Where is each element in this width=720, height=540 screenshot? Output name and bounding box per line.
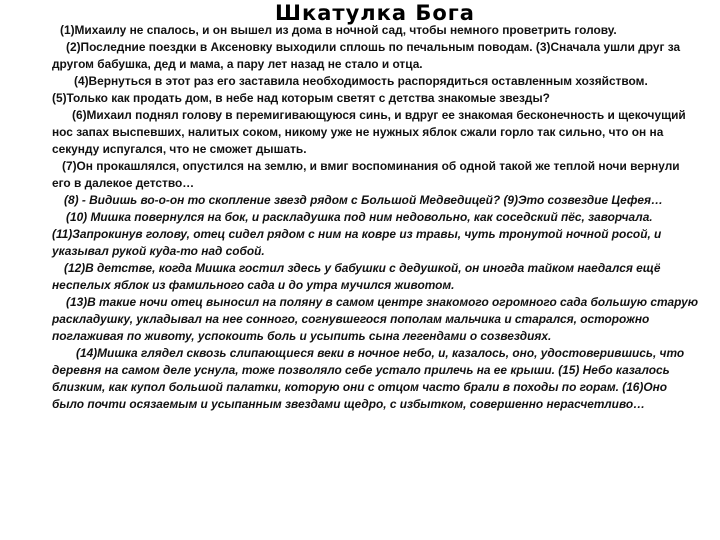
paragraph-9: (13)В такие ночи отец выносил на поляну в самом центре знакомого огромного сада большую старую раскладушку, укладывал на нее сонного, согнувшегося пополам мальчика и старался, осторожно поглаживая по животу, успокоить боль и усыпить сына легендами о созвездиях.: [52, 295, 699, 343]
paragraph-4: (6)Михаил поднял голову в перемигивающуюся синь, и вдруг ее знакомая бесконечность и щекочущий нос запах выспевших, налитых соком, никому уже не нужных яблок сжали горло так сильно, что он на секунду испугался, что не сможет дышать.: [52, 108, 686, 156]
paragraph-5: (7)Он прокашлялся, опустился на землю, и вмиг воспоминания об одной такой же теплой ночи вернули его в далекое детство…: [52, 159, 680, 190]
paragraph-8: (12)В детстве, когда Мишка гостил здесь у бабушки с дедушкой, он иногда тайком наедался ещё неспелых яблок из фамильного сада и до утра мучился животом.: [52, 261, 661, 292]
document-body: [52, 22, 698, 413]
paragraph-2: (2)Последние поездки в Аксеновку выходили сплошь по печальным поводам. (3)Сначала ушли друг за другом бабушка, дед и мама, а пару лет назад не стало и отца.: [52, 40, 681, 71]
paragraph-3: (4)Вернуться в этот раз его заставила необходимость распорядиться оставленным хозяйством. (5)Только как продать дом, в небе над которым светят с детства знакомые звезды?: [52, 74, 648, 105]
paragraph-1: (1)Михаилу не спалось, и он вышел из дома в ночной сад, чтобы немного проветрить голову.: [60, 23, 617, 37]
paragraph-7: (10) Мишка повернулся на бок, и раскладушка под ним недовольно, как соседский пёс, заворчала. (11)Запрокинув голову, отец сидел рядом с ним на ковре из травы, чуть тронутой ночной росой, и указывал рукой куда-то над собой.: [52, 210, 662, 258]
page-title: Шкатулка Бога: [275, 1, 475, 25]
paragraph-10: (14)Мишка глядел сквозь слипающиеся веки в ночное небо, и, казалось, оно, удостоверившись, что деревня на самом деле уснула, тоже позволяло себе устало прилечь на ее крыши. (15) Небо казалось близким, как купол большой палатки, которую они с отцом часто брали в походы по горам. (16)Оно было почти осязаемым и усыпанным звездами щедро, с избытком, совершенно нерасчетливо…: [52, 346, 685, 411]
paragraph-6: (8) - Видишь во-о-он то скопление звезд рядом с Большой Медведицей? (9)Это созвездие Цефея…: [64, 193, 663, 207]
